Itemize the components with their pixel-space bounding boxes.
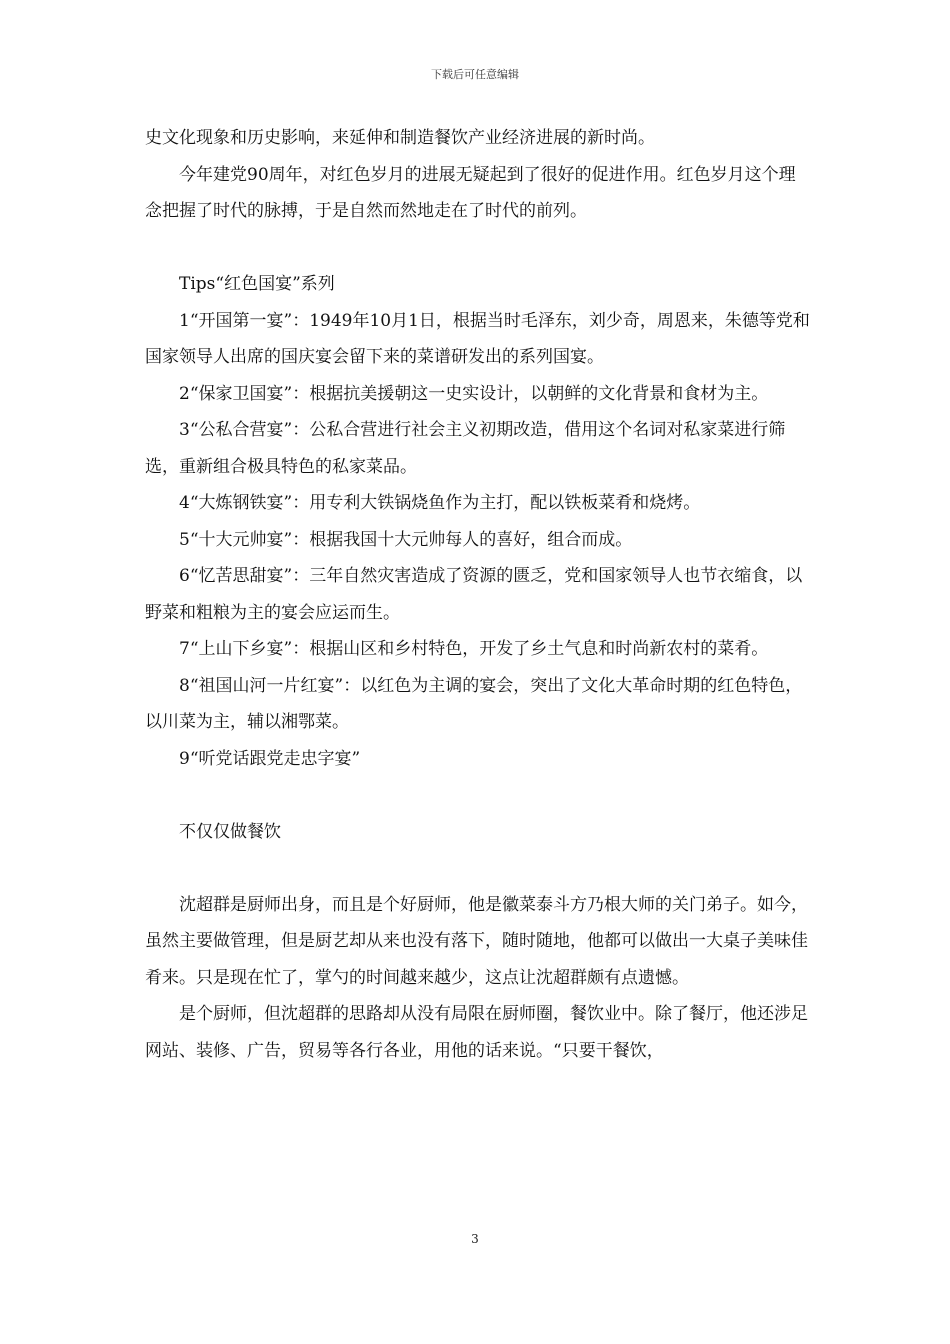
list-item: 5“十大元帅宴”：根据我国十大元帅每人的喜好，组合而成。 bbox=[179, 529, 633, 550]
list-item: 4“大炼钢铁宴”：用专利大铁锅烧鱼作为主打，配以铁板菜肴和烧烤。 bbox=[179, 493, 701, 513]
list-item: 1“开国第一宴”：1949年10月1日，根据当时毛泽东，刘少奇，周恩来，朱德等党和国家领导人出席的国庆宴会留下来的菜谱研发出的系列国宴。 bbox=[145, 310, 810, 367]
paragraph: 沈超群是厨师出身，而且是个好厨师，他是徽菜泰斗方乃根大师的关门弟子。如今，虽然主要做管理，但是厨艺却从来也没有落下，随时随地，他都可以做出一大桌子美味佳肴来。只是现在忙了，掌勺的时间越来越少，这点让沈超群颇有点遗憾。 bbox=[145, 894, 808, 988]
list-item: 8“祖国山河一片红宴”：以红色为主调的宴会，突出了文化大革命时期的红色特色，以川菜为主，辅以湘鄂菜。 bbox=[145, 675, 803, 732]
list-item: 9“听党话跟党走忠字宴” bbox=[179, 748, 361, 769]
list-item: 2“保家卫国宴”：根据抗美援朝这一史实设计，以朝鲜的文化背景和食材为主。 bbox=[179, 383, 769, 404]
page-header: 下载后可任意编辑 bbox=[431, 68, 519, 81]
paragraph: 是个厨师，但沈超群的思路却从没有局限在厨师圈，餐饮业中。除了餐厅，他还涉足网站、装修、广告，贸易等各行各业，用他的话来说。“只要干餐饮， bbox=[145, 1004, 808, 1061]
page-number: 3 bbox=[471, 1232, 479, 1246]
list-item: 3“公私合营宴”：公私合营进行社会主义初期改造，借用这个名词对私家菜进行筛选，重新组合极具特色的私家菜品。 bbox=[145, 420, 786, 477]
section-heading-tips: Tips“红色国宴”系列 bbox=[179, 274, 335, 294]
blank-line bbox=[145, 850, 811, 887]
document-body bbox=[145, 120, 811, 1069]
paragraph-continuation: 史文化现象和历史影响，来延伸和制造餐饮产业经济进展的新时尚。 bbox=[145, 128, 655, 148]
section-heading: 不仅仅做餐饮 bbox=[179, 821, 281, 842]
blank-line bbox=[145, 230, 811, 267]
blank-line bbox=[145, 777, 811, 814]
list-item: 6“忆苦思甜宴”：三年自然灾害造成了资源的匮乏，党和国家领导人也节衣缩食，以野菜和粗粮为主的宴会应运而生。 bbox=[145, 566, 803, 623]
list-item: 7“上山下乡宴”：根据山区和乡村特色，开发了乡土气息和时尚新农村的菜肴。 bbox=[179, 639, 769, 659]
paragraph: 今年建党90周年，对红色岁月的进展无疑起到了很好的促进作用。红色岁月这个理念把握了时代的脉搏，于是自然而然地走在了时代的前列。 bbox=[145, 164, 796, 221]
